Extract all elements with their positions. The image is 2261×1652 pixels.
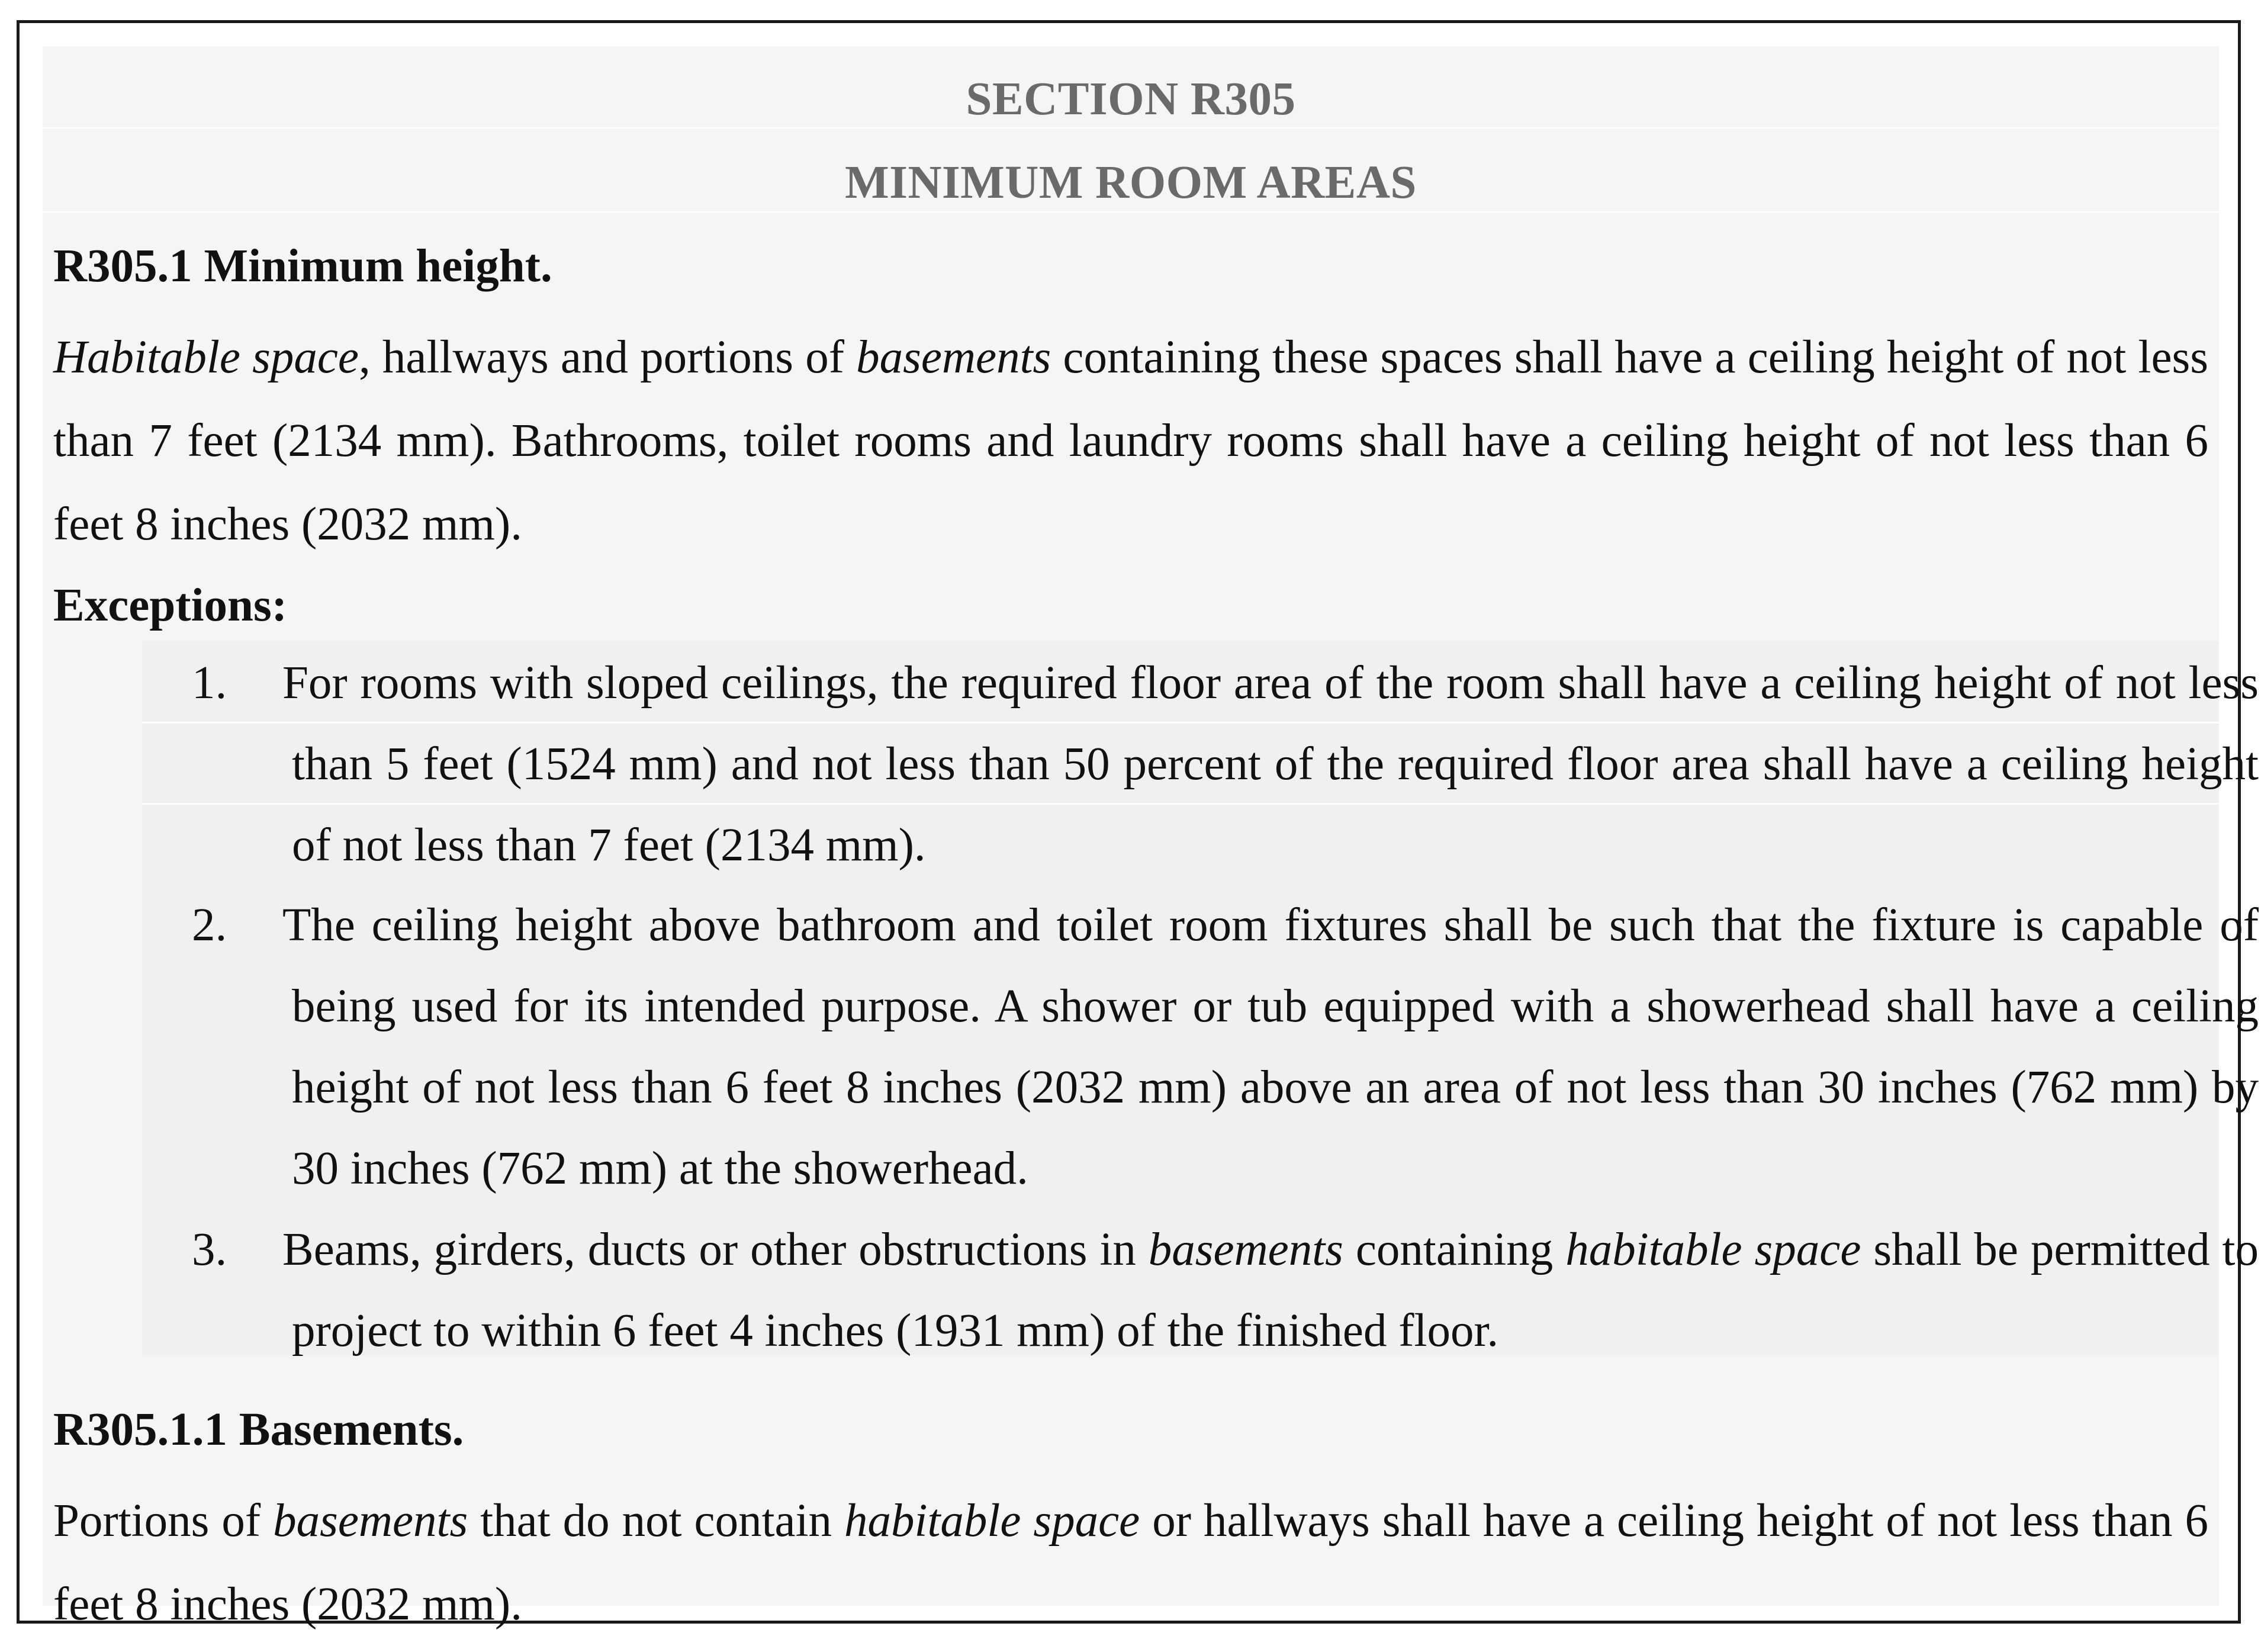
line-divider [142, 803, 2219, 805]
term-habitable-space: Habitable space [53, 332, 359, 383]
term-basements: basements [1148, 1224, 1343, 1275]
section-title-row [43, 128, 2219, 213]
exception-number: 3. [192, 1224, 227, 1275]
r305-1-body: Habitable space, hallways and portions of basements containing these spaces shall have a ceiling height of not less than 7 feet (2134 mm). Bathrooms, toilet rooms and laundry rooms shall have a ceiling height of not less than 6 feet 8 inches (2032 mm). [53, 332, 2209, 550]
term-habitable-space: habitable space [844, 1495, 1140, 1547]
section-title: MINIMUM ROOM AREAS [845, 157, 1417, 208]
exception-text: The ceiling height above bathroom and toilet room fixtures shall be such that the fixture is capable of being used for its intended purpose. A shower or tub equipped with a showerhead shall have a ceiling height of not less than 6 feet 8 inches (2032 mm) above an area of not less than 30 inches (762 mm) by 30 inches (762 mm) at the showerhead. [282, 899, 2259, 1194]
exception-number: 1. [192, 657, 227, 709]
exception-text: Beams, girders, ducts or other obstructions in basements containing habitable space shall be permitted to project to within 6 feet 4 inches (1931 mm) of the finished floor. [282, 1224, 2259, 1357]
term-basements: basements [856, 332, 1051, 383]
r305-1-heading: R305.1 Minimum height. [53, 240, 552, 292]
line-divider [142, 722, 2219, 724]
exception-number: 2. [192, 899, 227, 951]
exception-item-1 [142, 641, 2259, 883]
exception-item-3 [142, 1207, 2259, 1357]
section-number-row [43, 46, 2219, 128]
r305-1-1-body: Portions of basements that do not contain habitable space or hallways shall have a ceiling height of not less than 6 feet 8 inches (2032 mm). [53, 1495, 2209, 1630]
exception-item-2 [142, 883, 2259, 1207]
exceptions-list [142, 641, 2259, 1357]
section-number: SECTION R305 [966, 73, 1296, 125]
code-section-panel [43, 46, 2259, 1630]
r305-1-1-heading: R305.1.1 Basements. [53, 1404, 464, 1455]
exceptions-label: Exceptions: [53, 580, 287, 631]
term-habitable-space: habitable space [1565, 1224, 1861, 1275]
exception-text: For rooms with sloped ceilings, the required floor area of the room shall have a ceiling height of not less than 5 feet (1524 mm) and not less than 50 percent of the required floor area shall have a ceiling height of not less than 7 feet (2134 mm). [282, 657, 2259, 871]
term-basements: basements [273, 1495, 468, 1547]
